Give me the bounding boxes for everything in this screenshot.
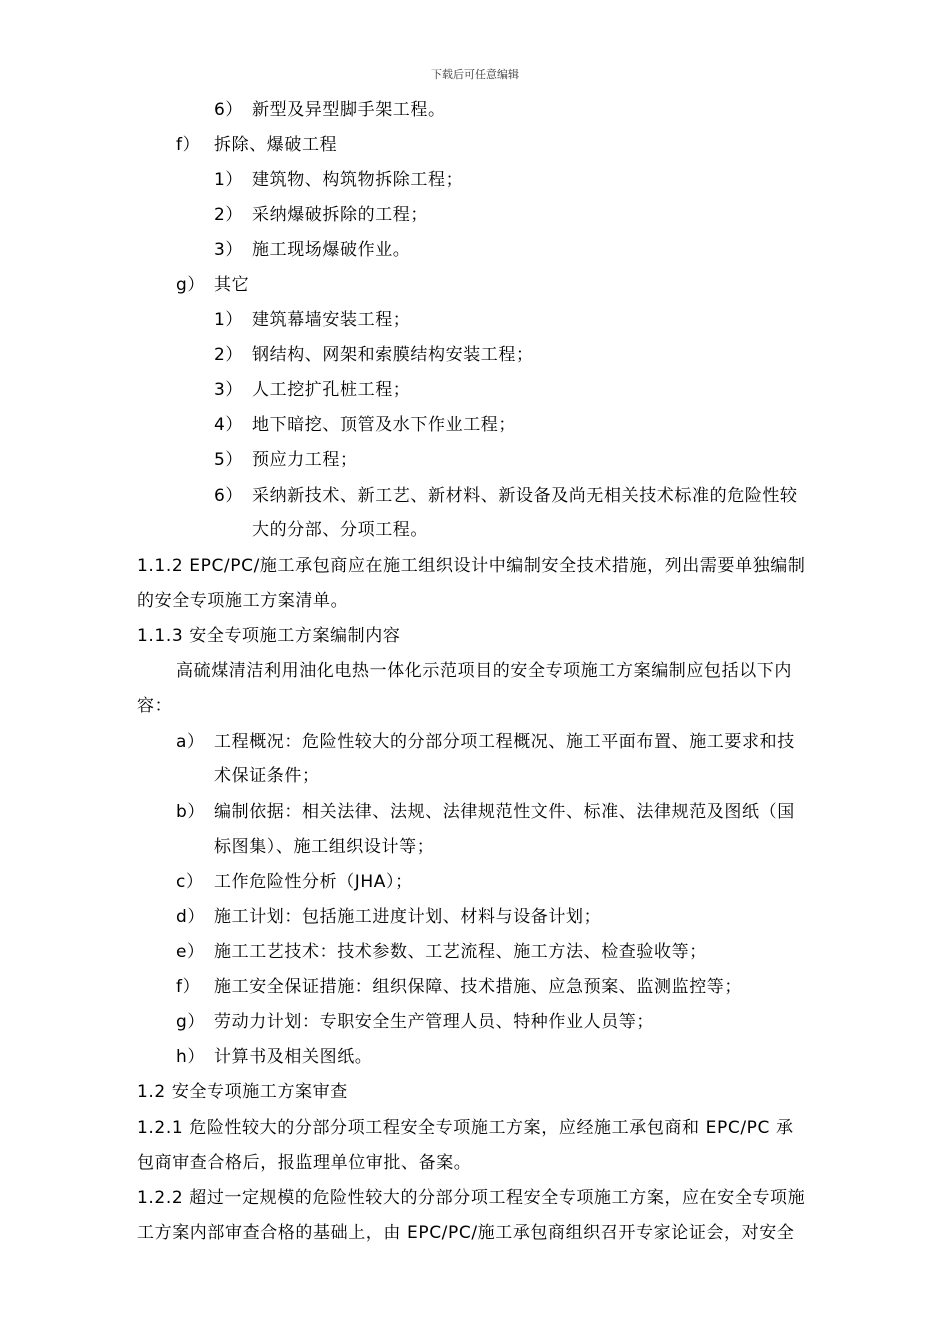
list-item — [176, 134, 337, 156]
list-marker: 6） — [214, 486, 244, 506]
list-item — [176, 976, 742, 998]
list-item — [214, 379, 410, 401]
list-marker: 2） — [214, 205, 244, 225]
list-text: 钢结构、网架和索膜结构安装工程； — [252, 345, 534, 365]
list-item — [214, 414, 516, 436]
list-text: 采纳新技术、新工艺、新材料、新设备及尚无相关技术标准的危险性较 — [252, 486, 798, 506]
list-marker: 1） — [214, 170, 244, 190]
list-text: 工作危险性分析（JHA）； — [214, 872, 413, 892]
section-1-2-1: 1.2.1 危险性较大的分部分项工程安全专项施工方案，应经施工承包商和 EPC/PC 承 — [137, 1118, 794, 1138]
list-item — [176, 941, 707, 963]
paragraph: 高硫煤清洁利用油化电热一体化示范项目的安全专项施工方案编制应包括以下内 — [176, 661, 792, 681]
list-text: 施工工艺技术：技术参数、工艺流程、施工方法、检查验收等； — [214, 942, 707, 962]
list-item — [214, 309, 410, 331]
list-marker: a） — [176, 732, 205, 752]
list-text: 采纳爆破拆除的工程； — [252, 205, 428, 225]
list-item — [176, 274, 249, 296]
list-item — [214, 344, 534, 366]
list-item — [214, 169, 463, 191]
list-marker: d） — [176, 907, 205, 927]
list-text: 工程概况：危险性较大的分部分项工程概况、施工平面布置、施工要求和技 — [214, 732, 795, 752]
list-text: 地下暗挖、顶管及水下作业工程； — [252, 415, 516, 435]
list-item — [214, 204, 428, 226]
list-continuation: 大的分部、分项工程。 — [252, 520, 428, 540]
list-marker: f） — [176, 135, 201, 155]
list-item — [214, 485, 798, 507]
list-marker: 3） — [214, 380, 244, 400]
list-text: 预应力工程； — [252, 450, 358, 470]
list-marker: g） — [176, 275, 205, 295]
section-1-1-3: 1.1.3 安全专项施工方案编制内容 — [137, 626, 401, 646]
list-text: 建筑物、构筑物拆除工程； — [252, 170, 464, 190]
list-text: 新型及异型脚手架工程。 — [252, 100, 446, 120]
list-marker: b） — [176, 802, 205, 822]
list-text: 建筑幕墙安装工程； — [252, 310, 411, 330]
list-item — [214, 99, 446, 121]
list-text: 其它 — [214, 275, 250, 295]
section-1-2-2: 1.2.2 超过一定规模的危险性较大的分部分项工程安全专项施工方案，应在安全专项施 — [137, 1188, 806, 1208]
list-marker: h） — [176, 1047, 205, 1067]
section-1-2: 1.2 安全专项施工方案审查 — [137, 1082, 348, 1102]
paragraph-continuation: 容： — [137, 696, 173, 716]
paragraph-continuation: 包商审查合格后，报监理单位审批、备案。 — [137, 1153, 472, 1173]
section-1-1-2: 1.1.2 EPC/PC/施工承包商应在施工组织设计中编制安全技术措施，列出需要单独编制 — [137, 556, 806, 576]
list-text: 人工挖扩孔桩工程； — [252, 380, 411, 400]
list-continuation: 标图集）、施工组织设计等； — [214, 837, 435, 857]
list-item — [176, 1046, 372, 1068]
list-item — [176, 1011, 654, 1033]
list-text: 计算书及相关图纸。 — [214, 1047, 373, 1067]
list-marker: 6） — [214, 100, 244, 120]
list-marker: c） — [176, 872, 204, 892]
list-marker: 2） — [214, 345, 244, 365]
list-text: 施工现场爆破作业。 — [252, 240, 411, 260]
list-item — [176, 906, 601, 928]
list-marker: 1） — [214, 310, 244, 330]
list-text: 施工安全保证措施：组织保障、技术措施、应急预案、监测监控等； — [214, 977, 742, 997]
list-marker: e） — [176, 942, 205, 962]
list-text: 施工计划：包括施工进度计划、材料与设备计划； — [214, 907, 602, 927]
list-continuation: 术保证条件； — [214, 766, 320, 786]
list-text: 劳动力计划：专职安全生产管理人员、特种作业人员等； — [214, 1012, 654, 1032]
list-text: 拆除、爆破工程 — [214, 135, 338, 155]
list-text: 编制依据：相关法律、法规、法律规范性文件、标准、法律规范及图纸（国 — [214, 802, 795, 822]
list-item — [176, 871, 413, 893]
list-marker: 4） — [214, 415, 244, 435]
list-item — [214, 449, 358, 471]
list-item — [214, 239, 410, 261]
page-header: 下载后可任意编辑 — [431, 68, 519, 81]
list-marker: 5） — [214, 450, 244, 470]
list-item — [176, 801, 795, 823]
paragraph-continuation: 工方案内部审查合格的基础上，由 EPC/PC/施工承包商组织召开专家论证会，对安全 — [137, 1223, 795, 1243]
list-marker: g） — [176, 1012, 205, 1032]
paragraph-continuation: 的安全专项施工方案清单。 — [137, 591, 349, 611]
list-item — [176, 731, 795, 753]
list-marker: f） — [176, 977, 201, 997]
list-marker: 3） — [214, 240, 244, 260]
